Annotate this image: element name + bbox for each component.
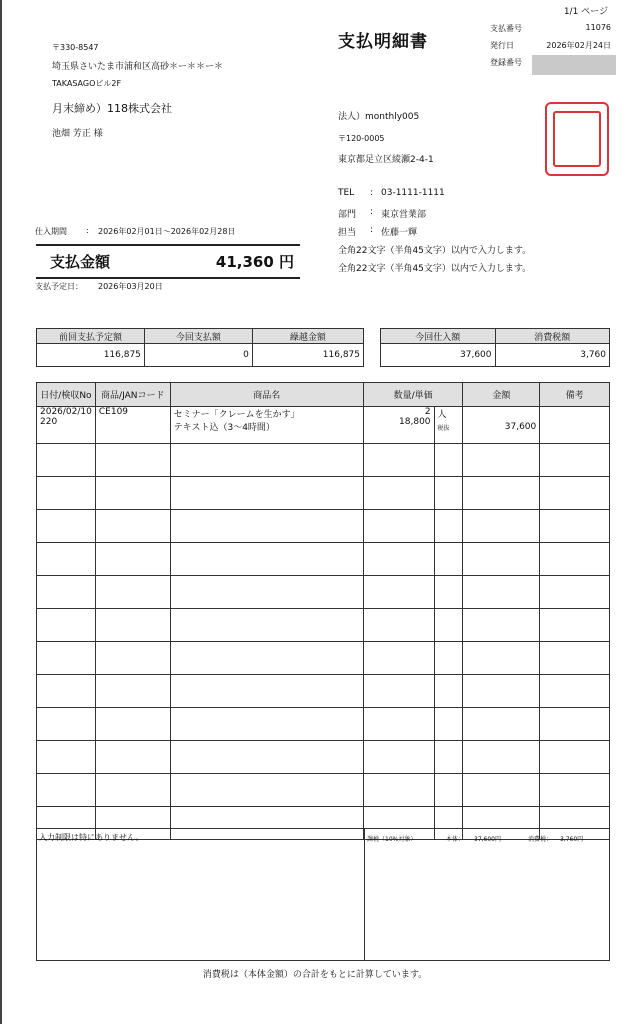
carryover-header: 繰越金額 [252,329,363,344]
issuer-company: 法人）monthly005 [338,112,420,122]
table-row-empty [37,477,610,510]
row-unit-cell [434,407,463,444]
empty-cell [434,444,463,477]
due-date-value: 2026年03月20日 [98,282,163,291]
row-name-cell [170,407,363,444]
footer-tax-label: 消費税： [528,836,553,843]
tel-label: TEL [338,188,355,198]
empty-cell [540,477,610,510]
row-check-no: 220 [40,417,58,427]
empty-cell [363,477,434,510]
empty-cell [363,774,434,807]
empty-cell [540,708,610,741]
row-qty-cell [363,407,434,444]
empty-cell [463,609,540,642]
row-unit: 人 [437,410,447,420]
period-value: 2026年02月01日～2026年02月28日 [98,227,236,236]
empty-cell [463,576,540,609]
empty-cell [95,708,170,741]
empty-cell [363,675,434,708]
empty-cell [95,510,170,543]
empty-cell [434,741,463,774]
registration-no-redacted [532,55,616,75]
table-row-empty [37,444,610,477]
bottom-note: 消費税は（本体金額）の合計をもとに計算しています。 [202,970,428,980]
empty-cell [540,741,610,774]
empty-cell [95,642,170,675]
empty-cell [37,741,96,774]
empty-cell [95,774,170,807]
summary-table-right [380,328,610,367]
empty-cell [463,477,540,510]
table-row-empty [37,642,610,675]
empty-cell [434,774,463,807]
table-row-empty [37,675,610,708]
table-row-empty [37,774,610,807]
empty-cell [540,543,610,576]
issuer-address: 東京都足立区綾瀬2-4-1 [338,155,434,165]
staff-value: 佐藤一輝 [381,228,418,238]
company-seal [545,102,609,176]
empty-cell [540,444,610,477]
row-price: 18,800 [399,417,431,427]
empty-cell [540,576,610,609]
current-purchase-header: 今回仕入額 [381,329,496,344]
footer-remark: 入力制限は特にありません。 [39,833,144,842]
empty-cell [434,609,463,642]
empty-cell [37,477,96,510]
empty-cell [363,741,434,774]
staff-label: 担当 [338,228,357,238]
row-name-line1: セミナー「クレームを生かす」 [173,410,300,420]
footer-divider [364,829,365,960]
prev-scheduled-header: 前回支払予定額 [37,329,145,344]
empty-cell [434,675,463,708]
row-qty: 2 [424,407,431,417]
empty-cell [463,642,540,675]
payment-no-value: 11076 [585,23,611,32]
empty-cell [434,543,463,576]
empty-cell [37,444,96,477]
empty-cell [37,576,96,609]
empty-cell [540,510,610,543]
period-label: 仕入期間 [35,227,67,236]
dept-value: 東京営業部 [381,210,427,220]
issue-date-value: 2026年02月24日 [546,41,611,50]
empty-cell [170,477,363,510]
empty-cell [170,576,363,609]
tax-category: 課税（10%対象） [367,836,417,843]
table-row-empty [37,609,610,642]
issuer-note-1: 全角22文字（半角45文字）以内で入力します。 [338,246,532,256]
empty-cell [170,741,363,774]
row-amount: 37,600 [463,407,540,444]
empty-cell [37,510,96,543]
empty-cell [363,576,434,609]
current-paid-header: 今回支払額 [144,329,252,344]
issuer-postal: 〒120-0005 [338,134,385,143]
row-code: CE109 [95,407,170,444]
empty-cell [463,774,540,807]
issuer-note-2: 全角22文字（半角45文字）以内で入力します。 [338,264,532,274]
recipient-person: 池畑 芳正 様 [52,129,103,139]
empty-cell [37,708,96,741]
recipient-address: 埼玉県さいたま市浦和区高砂＊ー＊＊ー＊ [52,62,224,72]
empty-cell [95,741,170,774]
empty-cell [363,708,434,741]
recipient-company: 月末締め）118株式会社 [52,102,172,115]
period-sep: : [86,226,89,235]
tel-sep: : [370,188,374,198]
empty-cell [363,444,434,477]
empty-cell [170,510,363,543]
due-date-label: 支払予定日： [35,282,83,291]
registration-no-label: 登録番号 [490,58,522,67]
summary-table-left [36,328,364,367]
payment-amount-label: 支払金額 [50,253,111,271]
payment-amount-box [36,244,300,279]
empty-cell [37,642,96,675]
current-purchase-value: 37,600 [381,344,496,367]
table-row-empty [37,741,610,774]
empty-cell [170,642,363,675]
empty-cell [170,609,363,642]
empty-cell [363,510,434,543]
col-note-header: 備考 [540,383,610,407]
empty-cell [463,444,540,477]
table-row-empty [37,510,610,543]
col-amount-header: 金額 [463,383,540,407]
empty-cell [95,477,170,510]
payment-no-label: 支払番号 [490,24,522,33]
empty-cell [37,609,96,642]
empty-cell [434,708,463,741]
row-tax-type: 税抜 [437,425,450,432]
empty-cell [95,609,170,642]
recipient-postal: 〒330-8547 [52,43,99,52]
empty-cell [463,675,540,708]
empty-cell [170,543,363,576]
row-date: 2026/02/10 [40,407,92,417]
empty-cell [170,708,363,741]
footer-tax-value: 3,760円 [560,836,584,843]
empty-cell [170,675,363,708]
empty-cell [463,708,540,741]
page-indicator: 1/1 ページ [563,7,608,17]
table-row [37,407,610,444]
empty-cell [95,576,170,609]
col-date-header: 日付/検収No [37,383,96,407]
col-qty-header: 数量/単価 [363,383,463,407]
empty-cell [434,477,463,510]
items-table [36,382,610,840]
empty-cell [540,774,610,807]
tax-amount-value: 3,760 [495,344,610,367]
document-title: 支払明細書 [338,32,428,52]
current-paid-value: 0 [144,344,252,367]
table-row-empty [37,543,610,576]
payment-amount-value: 41,360 円 [215,253,294,271]
empty-cell [37,543,96,576]
empty-cell [170,774,363,807]
empty-cell [434,576,463,609]
empty-cell [95,543,170,576]
row-date-cell [37,407,96,444]
base-value: 37,600円 [474,836,501,843]
col-name-header: 商品名 [170,383,363,407]
empty-cell [363,543,434,576]
empty-cell [434,642,463,675]
base-label: 本体： [446,836,465,843]
empty-cell [363,609,434,642]
table-row-empty [37,708,610,741]
empty-cell [37,675,96,708]
recipient-building: TAKASAGOビル2F [52,79,122,88]
prev-scheduled-value: 116,875 [37,344,145,367]
col-code-header: 商品/JANコード [95,383,170,407]
table-row-empty [37,576,610,609]
empty-cell [170,444,363,477]
row-name-line2: テキスト込（3～4時間） [173,423,275,433]
empty-cell [363,642,434,675]
empty-cell [463,543,540,576]
empty-cell [540,642,610,675]
footer-box [36,828,610,961]
row-note [540,407,610,444]
dept-label: 部門 [338,210,357,220]
empty-cell [434,510,463,543]
empty-cell [37,774,96,807]
issue-date-label: 発行日 [490,41,514,50]
staff-sep: : [370,225,374,235]
tel-value: 03-1111-1111 [381,188,445,198]
empty-cell [463,510,540,543]
empty-cell [95,675,170,708]
empty-cell [540,609,610,642]
tax-amount-header: 消費税額 [495,329,610,344]
empty-cell [463,741,540,774]
dept-sep: : [370,207,374,217]
page-edge [0,0,2,1024]
empty-cell [540,675,610,708]
carryover-value: 116,875 [252,344,363,367]
empty-cell [95,444,170,477]
